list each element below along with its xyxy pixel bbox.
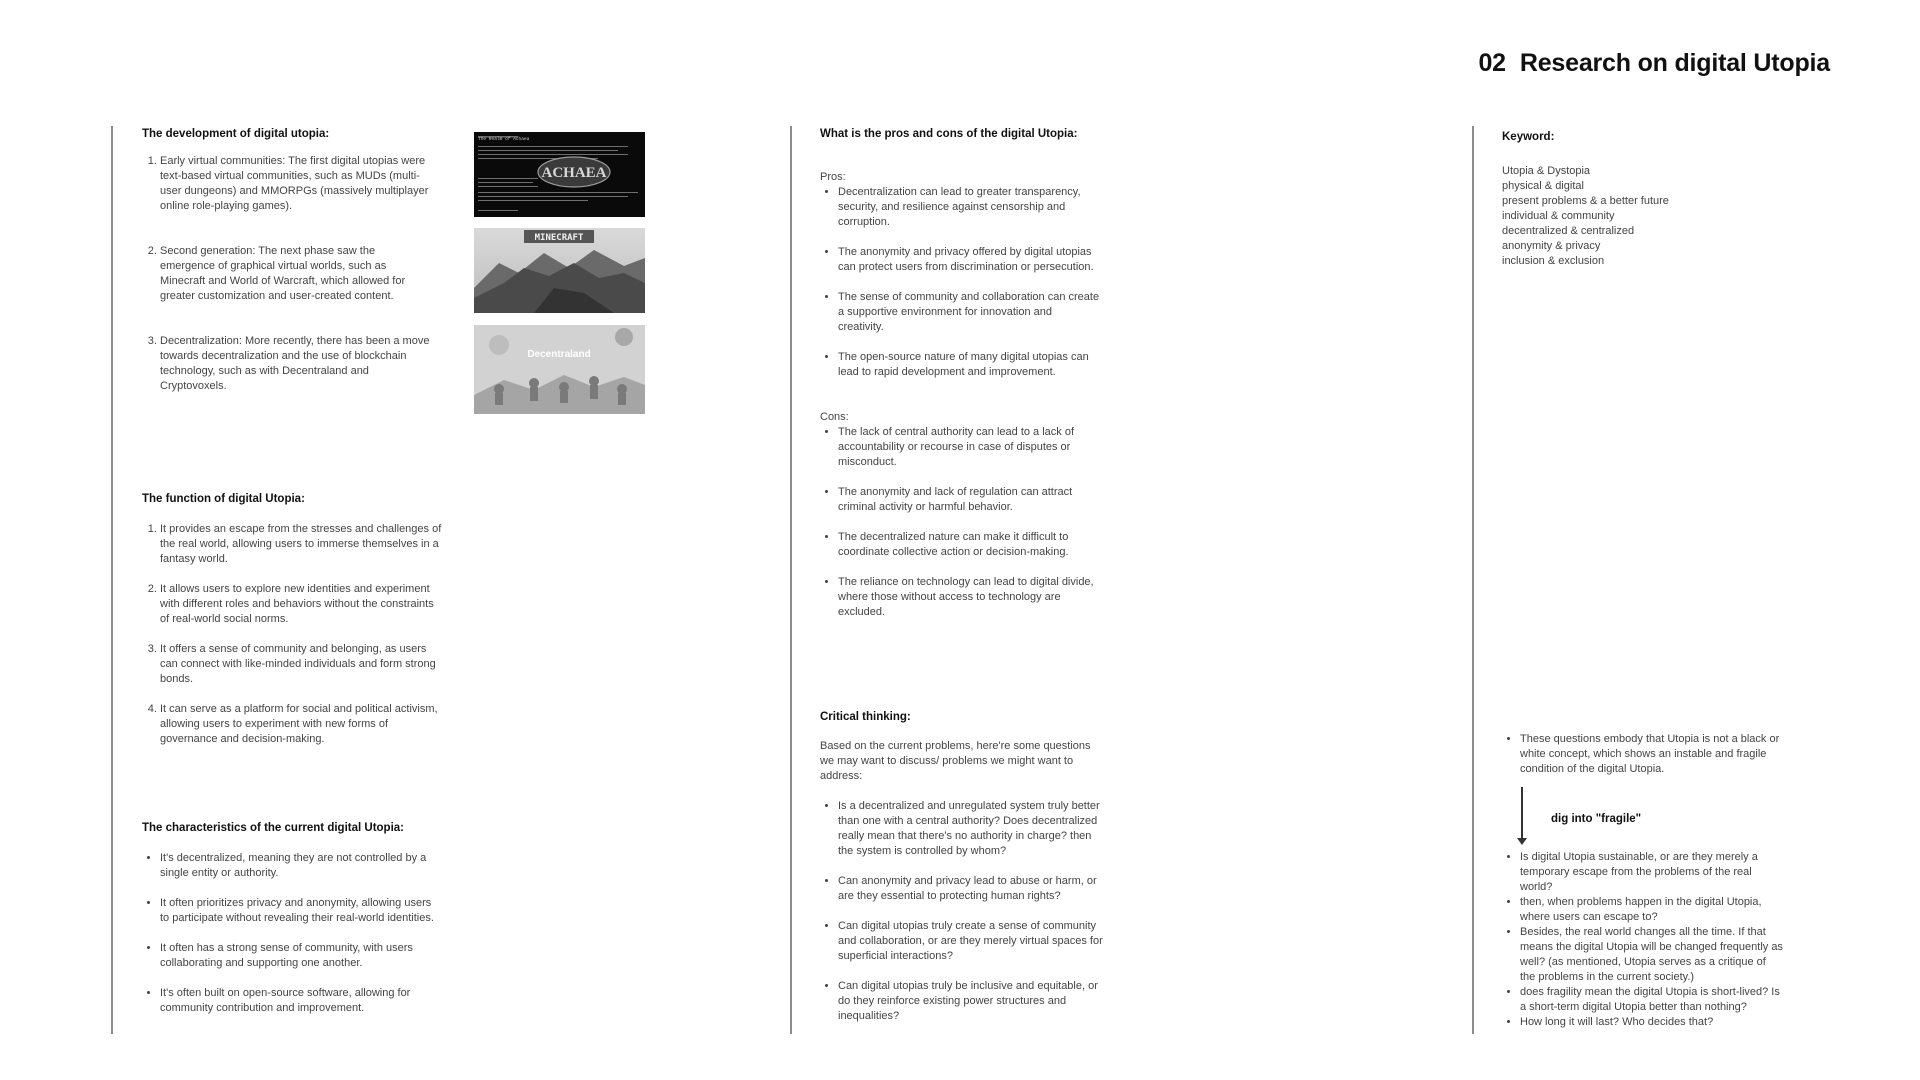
keywords-section — [1502, 130, 1762, 269]
critical-list — [820, 799, 1105, 1024]
development-item: 3. Decentralization: More recently, there has been a move towards decentralization and the use of blockchain technology, such as with Decentraland and Cryptovoxels. — [160, 334, 432, 394]
keywords-heading: Keyword: — [1502, 131, 1555, 143]
keyword-item: anonymity & privacy — [1502, 240, 1601, 252]
function-item: 3. It offers a sense of community and belonging, as users can connect with like-minded individuals and form strong bonds. — [160, 642, 442, 687]
page-title — [1478, 49, 1830, 78]
function-list — [142, 522, 442, 747]
critical-item: • Can digital utopias truly be inclusive and equitable, or do they reinforce existing power structures and inequalities? — [838, 979, 1105, 1024]
critical-item: • Is a decentralized and unregulated system truly better than one with a central authority? Does decentralized really mean that there's no authority in charge? then the system is controlled by whom? — [838, 799, 1105, 859]
fragile-questions-block — [1502, 850, 1784, 1030]
decentraland-logo-text: Decentraland — [527, 349, 591, 360]
keyword-item: physical & digital — [1502, 180, 1584, 192]
function-section — [142, 492, 442, 747]
fragile-question: • does fragility mean the digital Utopia is short-lived? Is a short-term digital Utopia better than nothing? — [1520, 985, 1784, 1015]
development-heading: The development of digital utopia: — [142, 128, 330, 140]
function-item: 4. It can serve as a platform for social and political activism, allowing users to experiment with new forms of governance and decision-making. — [160, 702, 442, 747]
pros-cons-heading: What is the pros and cons of the digital Utopia: — [820, 128, 1078, 140]
characteristics-item: • It's often built on open-source software, allowing for community contribution and improvement. — [160, 986, 442, 1016]
fragile-statement-block — [1502, 732, 1782, 777]
fragile-question: • then, when problems happen in the digital Utopia, where users can escape to? — [1520, 895, 1784, 925]
function-heading: The function of digital Utopia: — [142, 493, 305, 505]
page-title-text: Research on digital Utopia — [1519, 49, 1830, 77]
down-arrow-icon — [1521, 787, 1523, 842]
pros-label: Pros: — [820, 171, 846, 183]
keyword-item: decentralized & centralized — [1502, 225, 1635, 237]
pros-list — [820, 185, 1100, 380]
mud-screenshot — [474, 132, 645, 217]
pros-item: • The sense of community and collaboration can create a supportive environment for innovation and creativity. — [838, 290, 1100, 335]
mud-intro-text: The Realm of Achaea — [478, 137, 530, 142]
keyword-item: Utopia & Dystopia — [1502, 165, 1591, 177]
pros-cons-section — [820, 127, 1100, 620]
fragile-questions-list — [1502, 850, 1784, 1030]
fragile-question: • Is digital Utopia sustainable, or are they merely a temporary escape from the problems of the real world? — [1520, 850, 1784, 895]
development-item: 2. Second generation: The next phase saw the emergence of graphical virtual worlds, such as Minecraft and World of Warcraft, which allowed for greater customization and user-created content. — [160, 244, 432, 304]
cons-item: • The anonymity and lack of regulation can attract criminal activity or harmful behavior. — [838, 485, 1100, 515]
keywords-list — [1502, 164, 1762, 269]
cons-item: • The lack of central authority can lead to a lack of accountability or recourse in case of disputes or misconduct. — [838, 425, 1100, 470]
fragile-statement-list — [1502, 732, 1782, 777]
keyword-item: present problems & a better future — [1502, 195, 1669, 207]
critical-item: • Can digital utopias truly create a sense of community and collaboration, or are they merely virtual spaces for superficial interactions? — [838, 919, 1105, 964]
development-item: 1. Early virtual communities: The first digital utopias were text-based virtual communities, such as MUDs (multi-user dungeons) and MMORPGs (massively multiplayer online role-playing games). — [160, 154, 432, 214]
cons-label: Cons: — [820, 411, 849, 423]
mud-logo-text: ACHAEA — [541, 165, 607, 181]
critical-item: • Can anonymity and privacy lead to abuse or harm, or are they essential to protecting human rights? — [838, 874, 1105, 904]
critical-section — [820, 710, 1105, 1024]
keyword-item: inclusion & exclusion — [1502, 255, 1605, 267]
characteristics-item: • It often has a strong sense of community, with users collaborating and supporting one another. — [160, 941, 442, 971]
page-number: 02 — [1478, 49, 1506, 77]
cons-item: • The reliance on technology can lead to digital divide, where those without access to technology are excluded. — [838, 575, 1100, 620]
arrow-head-icon — [1517, 838, 1527, 845]
keyword-item: individual & community — [1502, 210, 1615, 222]
development-section — [142, 127, 432, 394]
development-list — [142, 154, 432, 394]
characteristics-list — [142, 851, 442, 1016]
characteristics-item: • It often prioritizes privacy and anonymity, allowing users to participate without revealing their real-world identities. — [160, 896, 442, 926]
cons-item: • The decentralized nature can make it difficult to coordinate collective action or decision-making. — [838, 530, 1100, 560]
fragile-question: • Besides, the real world changes all the time. If that means the digital Utopia will be changed frequently as well? (as mentioned, Utopia serves as a critique of the problems in the current society.) — [1520, 925, 1784, 985]
minecraft-screenshot — [474, 228, 645, 313]
fragile-question: • How long it will last? Who decides that? — [1520, 1015, 1784, 1030]
minecraft-logo-text: MINECRAFT — [534, 233, 584, 243]
divider-line-3 — [1472, 126, 1474, 1034]
dig-fragile-label: dig into "fragile" — [1551, 813, 1642, 825]
critical-intro: Based on the current problems, here're some questions we may want to discuss/ problems we might want to address: — [820, 740, 1091, 782]
pros-item: • Decentralization can lead to greater transparency, security, and resilience against censorship and corruption. — [838, 185, 1100, 230]
characteristics-section — [142, 821, 442, 1016]
critical-heading: Critical thinking: — [820, 711, 911, 723]
function-item: 1. It provides an escape from the stresses and challenges of the real world, allowing users to immerse themselves in a fantasy world. — [160, 522, 442, 567]
fragile-statement: • These questions embody that Utopia is not a black or white concept, which shows an instable and fragile condition of the digital Utopia. — [1520, 732, 1782, 777]
pros-item: • The anonymity and privacy offered by digital utopias can protect users from discrimination or persecution. — [838, 245, 1100, 275]
divider-line-2 — [790, 126, 792, 1034]
divider-line-1 — [111, 126, 113, 1034]
characteristics-heading: The characteristics of the current digital Utopia: — [142, 822, 404, 834]
characteristics-item: • It's decentralized, meaning they are not controlled by a single entity or authority. — [160, 851, 442, 881]
function-item: 2. It allows users to explore new identities and experiment with different roles and behaviors without the constraints of real-world social norms. — [160, 582, 442, 627]
pros-item: • The open-source nature of many digital utopias can lead to rapid development and improvement. — [838, 350, 1100, 380]
decentraland-screenshot — [474, 325, 645, 414]
cons-list — [820, 425, 1100, 620]
